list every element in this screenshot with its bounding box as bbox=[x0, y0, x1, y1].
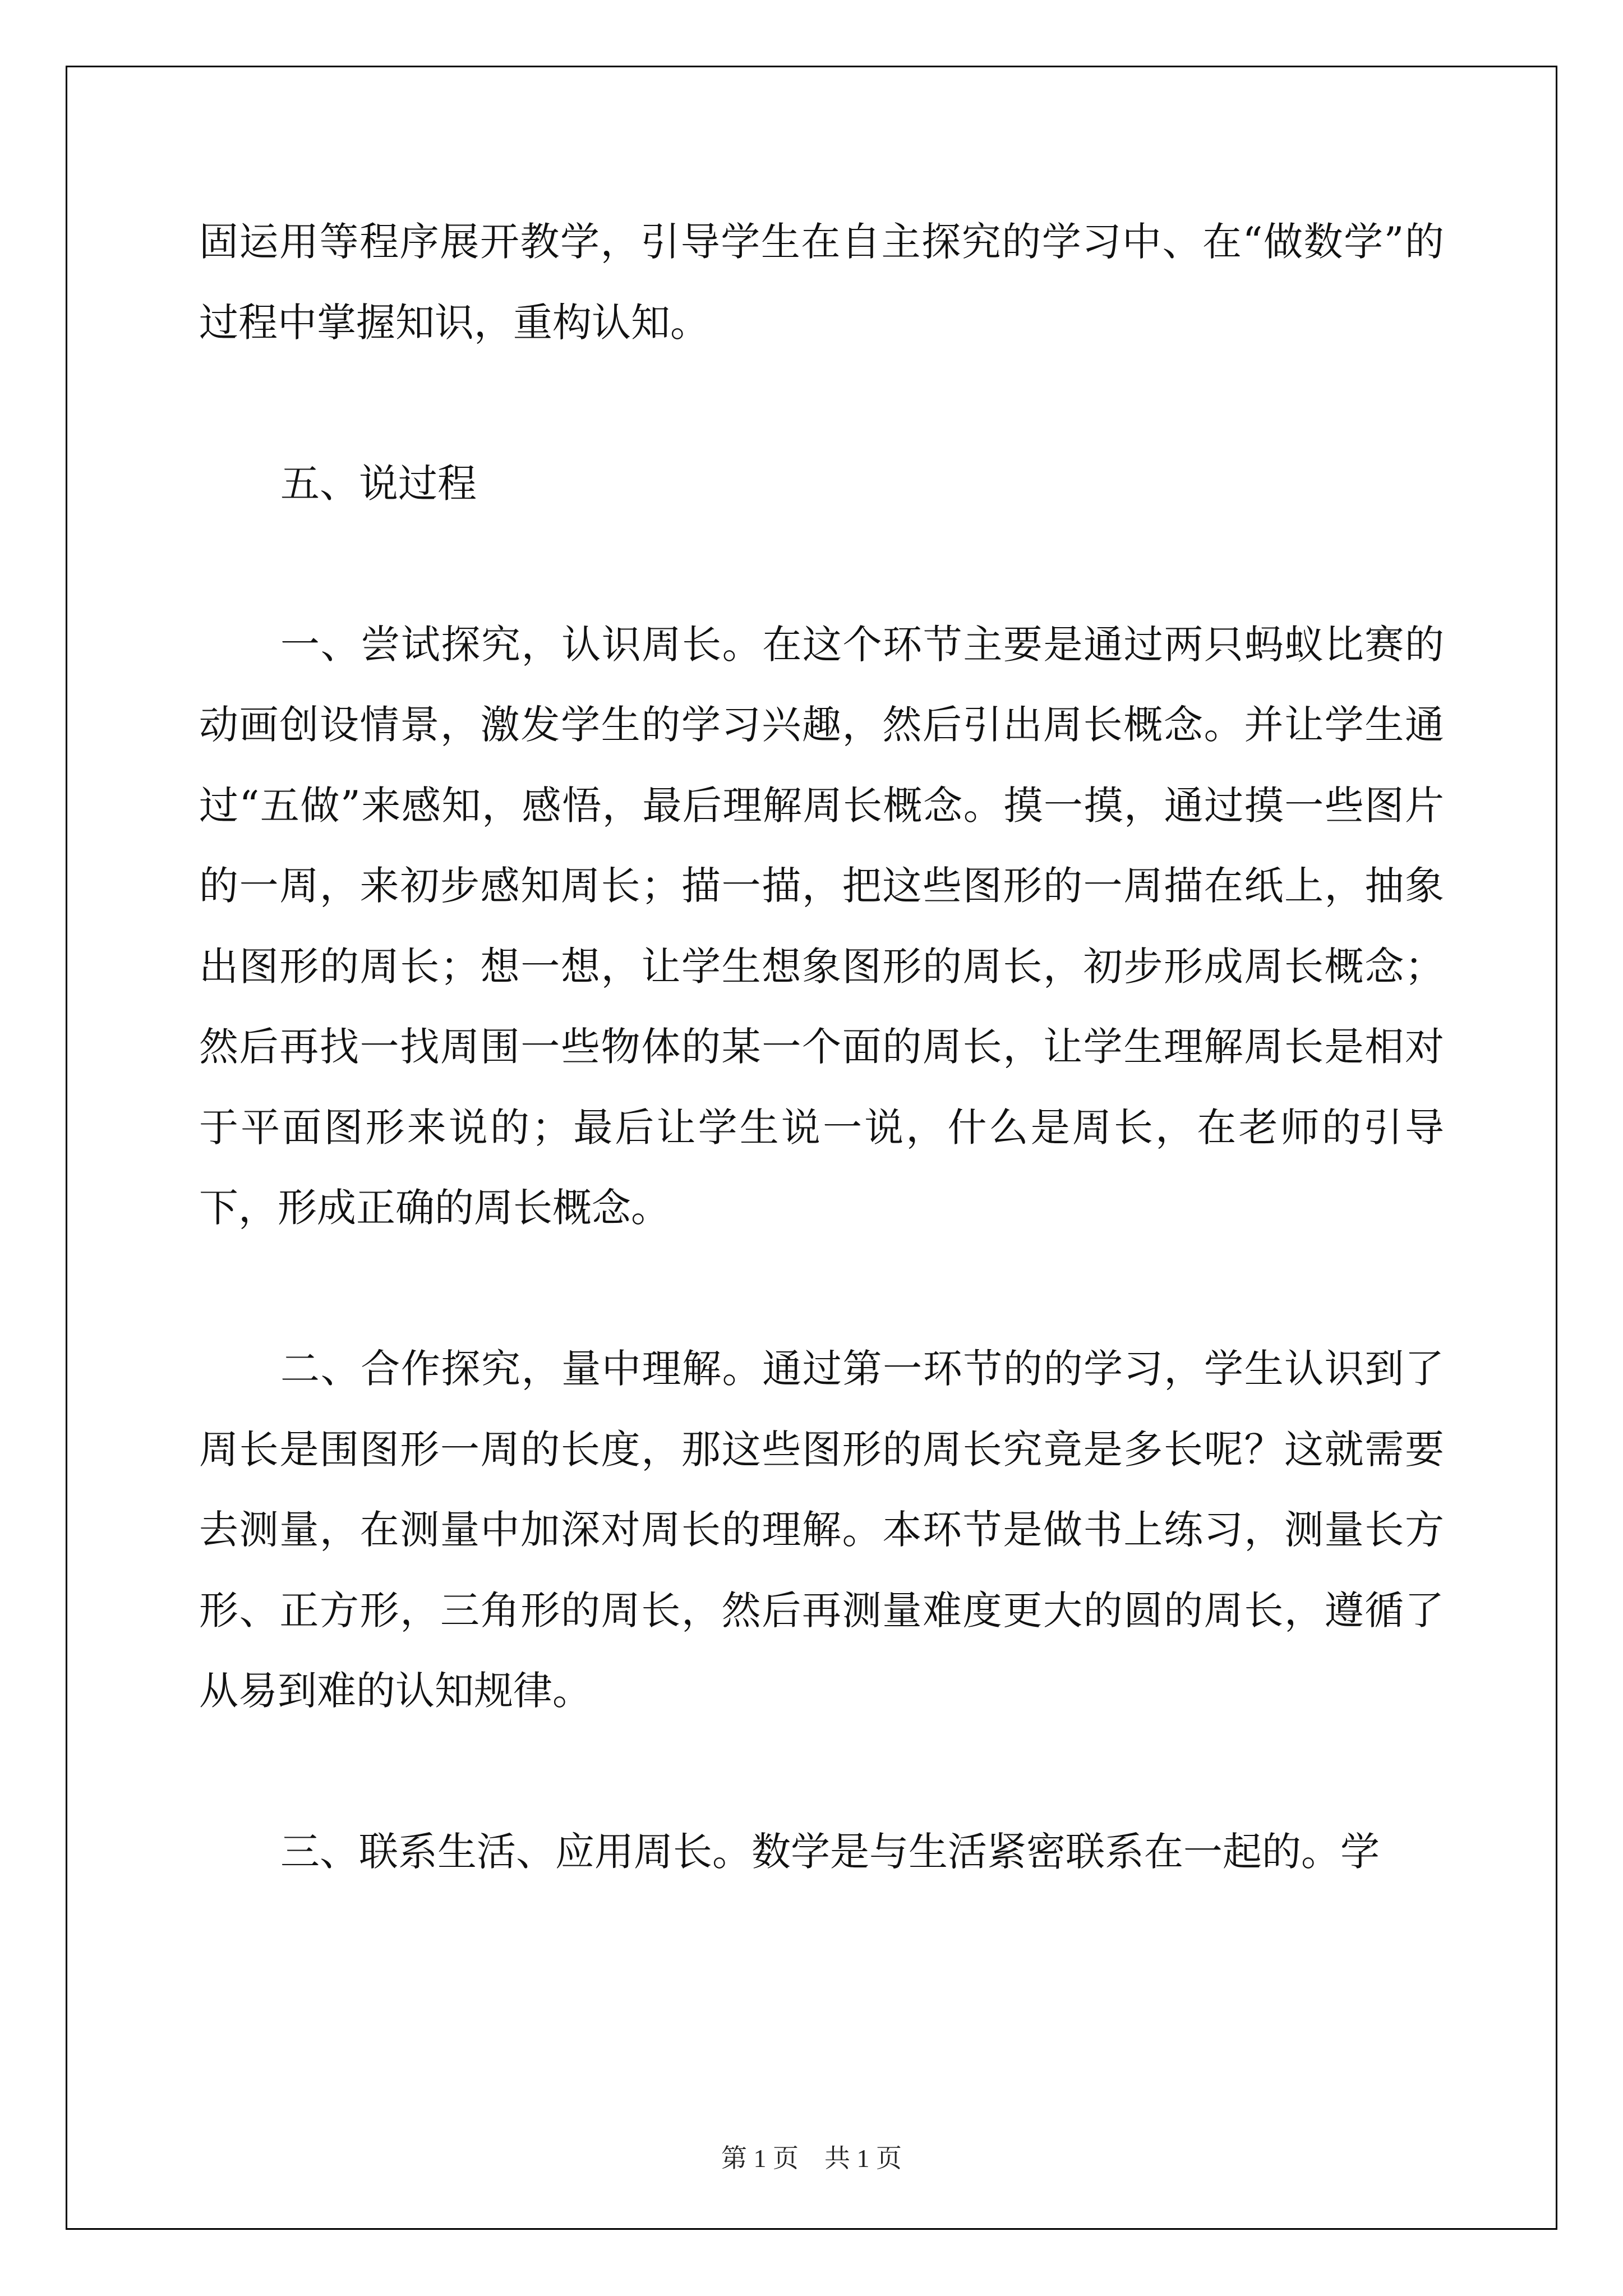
document-body bbox=[199, 202, 1444, 1973]
paragraph-step-three: 三、联系生活、应用周长。数学是与生活紧密联系在一起的。学 bbox=[280, 1829, 1380, 1875]
paragraph-step-one: 一、尝试探究，认识周长。在这个环节主要是通过两只蚂蚁比赛的动画创设情景，激发学生的学习兴趣，然后引出周长概念。并让学生通过“五做”来感知，感悟，最后理解周长概念。摸一摸，通过摸一些图片的一周，来初步感知周长；描一描，把这些图形的一周描在纸上，抽象出图形的周长；想一想，让学生想象图形的周长，初步形成周长概念；然后再找一找周围一些物体的某一个面的周长，让学生理解周长是相对于平面图形来说的；最后让学生说一说，什么是周长，在老师的引导下，形成正确的周长概念。 bbox=[199, 621, 1444, 1231]
section-heading: 五、说过程 bbox=[280, 460, 477, 507]
paragraph-continuation: 固运用等程序展开教学，引导学生在自主探究的学习中、在“做数学”的过程中掌握知识，重构认知。 bbox=[199, 219, 1444, 346]
page-number: 第 1 页 共 1 页 bbox=[721, 2144, 902, 2173]
page-footer bbox=[0, 2142, 1623, 2175]
paragraph-step-two: 二、合作探究，量中理解。通过第一环节的的学习，学生认识到了周长是围图形一周的长度，那这些图形的周长究竟是多长呢？这就需要去测量，在测量中加深对周长的理解。本环节是做书上练习，测量长方形、正方形，三角形的周长，然后再测量难度更大的圆的周长，遵循了从易到难的认知规律。 bbox=[199, 1346, 1444, 1714]
